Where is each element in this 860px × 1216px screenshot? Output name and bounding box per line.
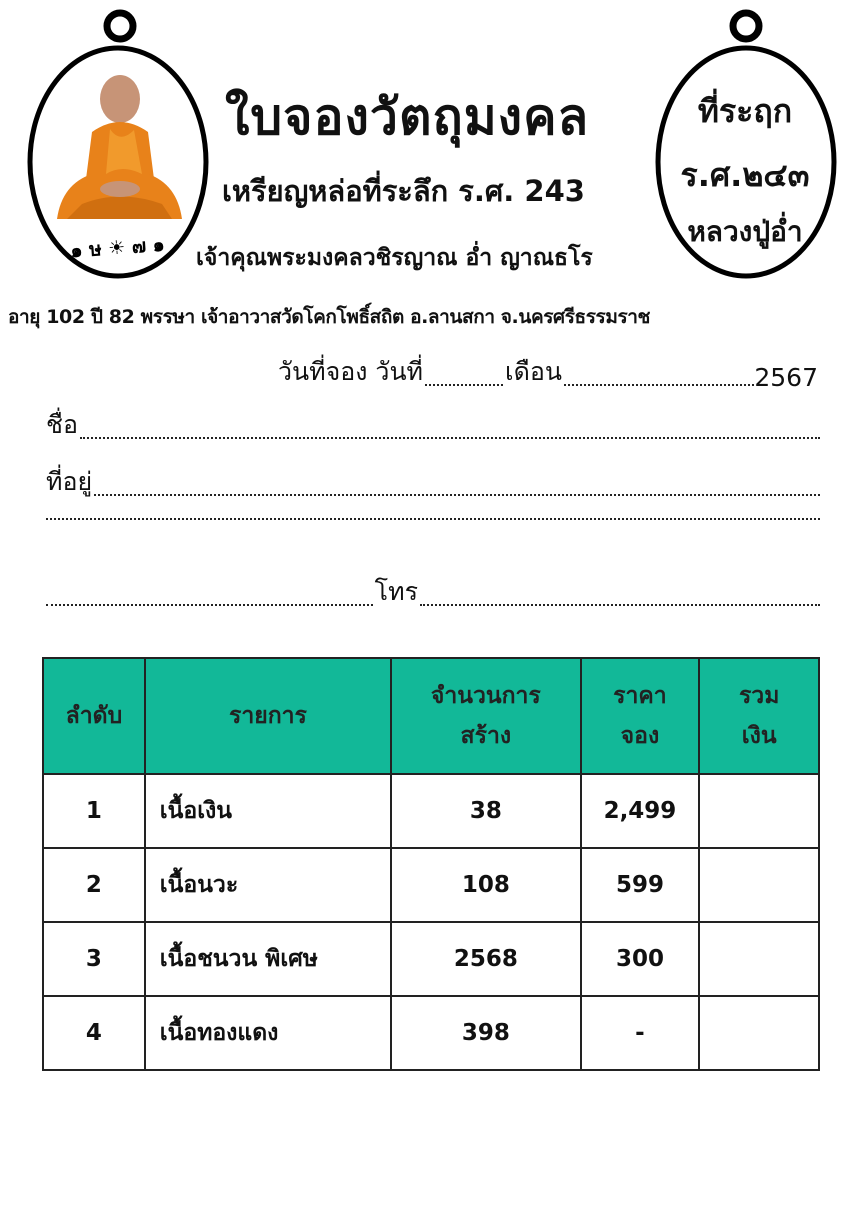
name-row	[46, 405, 820, 445]
right-medal-line1: ที่ระฤก	[697, 92, 793, 130]
header-no: ลำดับ	[43, 658, 145, 774]
address-row	[46, 462, 820, 502]
table-row	[43, 922, 819, 996]
monk-name: เจ้าคุณพระมงคลวชิรญาณ อ่ำ ญาณธโร	[196, 245, 593, 271]
header-total: รวม เงิน	[699, 658, 819, 774]
address-row-2	[46, 518, 820, 526]
date-row	[278, 352, 818, 392]
table-header-row	[43, 658, 819, 774]
row-qty: 108	[391, 848, 580, 922]
header-qty: จำนวนการ สร้าง	[391, 658, 580, 774]
order-table	[42, 657, 820, 1071]
month-label: เดือน	[505, 357, 562, 386]
row-price: -	[581, 996, 700, 1070]
right-medal-line3: หลวงปู่อ่ำ	[687, 215, 803, 248]
row-number: 3	[43, 922, 145, 996]
row-number: 4	[43, 996, 145, 1070]
table-row	[43, 996, 819, 1070]
right-medal-line2: ร.ศ.๒๔๓	[680, 156, 810, 194]
phone-label: โทร	[374, 577, 418, 606]
row-number: 1	[43, 774, 145, 848]
address-label: ที่อยู่	[46, 467, 93, 496]
day-field[interactable]	[425, 384, 503, 386]
row-number: 2	[43, 848, 145, 922]
row-total[interactable]	[699, 774, 819, 848]
row-total[interactable]	[699, 922, 819, 996]
row-qty: 398	[391, 996, 580, 1070]
right-medallion	[650, 4, 840, 284]
page-title: ใบจองวัตถุมงคล	[225, 88, 590, 146]
row-total[interactable]	[699, 848, 819, 922]
page-subtitle: เหรียญหล่อที่ระลึก ร.ศ. 243	[222, 174, 585, 208]
monk-bio: อายุ 102 ปี 82 พรรษา เจ้าอาวาสวัดโคกโพธิ์สถิต อ.ลานสกา จ.นครศรีธรรมราช	[8, 306, 651, 328]
address-field-2[interactable]	[46, 518, 820, 520]
row-price: 599	[581, 848, 700, 922]
address-field[interactable]	[94, 494, 820, 496]
header-price: ราคา จอง	[581, 658, 700, 774]
left-medallion	[22, 4, 212, 284]
phone-field[interactable]	[420, 604, 820, 606]
row-item: เนื้อทองแดง	[145, 996, 391, 1070]
date-label: วันที่จอง วันที่	[278, 357, 424, 386]
row-item: เนื้อชนวน พิเศษ	[145, 922, 391, 996]
row-price: 300	[581, 922, 700, 996]
row-item: เนื้อนวะ	[145, 848, 391, 922]
phone-row	[46, 572, 820, 612]
year-label: 2567	[754, 363, 818, 392]
table-row	[43, 848, 819, 922]
name-field[interactable]	[80, 437, 820, 439]
row-total[interactable]	[699, 996, 819, 1070]
left-medal-inscription: ๑ ษ ☀ ๗ ๑	[69, 233, 166, 263]
name-label: ชื่อ	[46, 410, 78, 439]
row-price: 2,499	[581, 774, 700, 848]
table-row	[43, 774, 819, 848]
row-item: เนื้อเงิน	[145, 774, 391, 848]
header-item: รายการ	[145, 658, 391, 774]
address-field-3[interactable]	[46, 604, 373, 606]
row-qty: 2568	[391, 922, 580, 996]
month-field[interactable]	[564, 384, 754, 386]
row-qty: 38	[391, 774, 580, 848]
